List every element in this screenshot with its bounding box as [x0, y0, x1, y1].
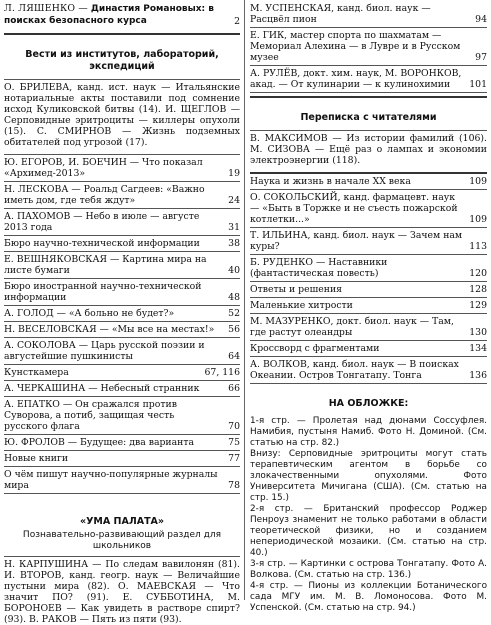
toc-entry[interactable]	[250, 284, 487, 295]
toc-entry[interactable]	[4, 367, 240, 378]
section-heading-perepiska: Переписка с читателями	[300, 112, 437, 123]
toc-list-right-top	[250, 3, 487, 93]
toc-entry[interactable]	[250, 192, 487, 225]
divider	[250, 189, 487, 190]
toc-entry[interactable]	[4, 238, 240, 249]
right-column	[250, 0, 487, 614]
divider	[4, 466, 240, 467]
toc-entry[interactable]	[4, 157, 240, 179]
entry-page: 97	[475, 52, 487, 63]
divider	[4, 33, 240, 35]
divider	[4, 278, 240, 279]
entry-page: 56	[228, 324, 240, 335]
toc-entry[interactable]	[250, 359, 487, 381]
cover-page-4: 4-я стр. — Пионы из коллекции Ботанического сада МГУ им. М. В. Ломоносова. Фото М. Успенской. (См. статью на стр. 94.)	[250, 581, 487, 613]
entry-text: Бюро научно-технической информации	[4, 238, 200, 249]
entry-page: 78	[228, 480, 240, 491]
toc-entry-romanovs[interactable]	[4, 3, 240, 27]
divider	[4, 556, 240, 557]
cover-page-3: 3-я стр. — Картинки с острова Тонгатапу. Фото А. Волкова. (См. статью на стр. 136.)	[250, 559, 487, 580]
entry-text: А. ПАХОМОВ — Небо в июле — августе 2013 года	[4, 211, 200, 233]
toc-entry[interactable]	[250, 3, 487, 25]
divider	[4, 434, 240, 435]
entry-page: 70	[228, 421, 240, 432]
entry-text: Кунсткамера	[4, 367, 69, 378]
entry-page: 120	[469, 268, 487, 279]
entry-page: 67, 116	[204, 367, 240, 378]
cover-page-2: 2-я стр. — Британский профессор Роджер Пенроуз знаменит не только работами в области теоретической физики, но и созданием непериодической мозаики. (См. статью на стр. 40.)	[250, 504, 487, 558]
entry-page: 48	[228, 292, 240, 303]
divider	[250, 340, 487, 341]
entry-page: 40	[228, 265, 240, 276]
left-column	[4, 0, 240, 625]
toc-entry[interactable]	[250, 300, 487, 311]
entry-title: Династия Романовых: в поисках безопасного курса	[4, 4, 214, 26]
section-heading-cover: НА ОБЛОЖКЕ:	[328, 398, 409, 409]
entry-text: Ю. ФРОЛОВ — Будущее: два варианта	[4, 437, 195, 448]
entry-text: Т. ИЛЬИНА, канд. биол. наук — Зачем нам куры?	[250, 230, 463, 252]
entry-page: 24	[228, 195, 240, 206]
toc-entry[interactable]	[4, 399, 240, 432]
divider	[4, 364, 240, 365]
entry-text: М. МАЗУРЕНКО, докт. биол. наук — Там, где растут олеандры	[250, 316, 454, 338]
divider	[250, 227, 487, 228]
entry-text: А. ЧЕРКАШИНА — Небесный странник	[4, 383, 200, 394]
divider	[4, 235, 240, 236]
entry-page: 66	[228, 383, 240, 394]
entry-text: Ответы и решения	[250, 284, 343, 295]
entry-text: Ю. ЕГОРОВ, И. БОЕЧИН — Что показал «Архимед-2013»	[4, 157, 203, 179]
entry-page: 2	[234, 16, 240, 27]
divider	[4, 380, 240, 381]
toc-entry[interactable]	[4, 308, 240, 319]
divider	[4, 396, 240, 397]
perepiska-paragraph: В. МАКСИМОВ — Из истории фамилий (106). М. СИЗОВА — Ещё раз о лампах и экономии электроэнергии (118).	[250, 133, 487, 166]
entry-text: М. УСПЕНСКАЯ, канд. биол. наук — Расцвёл пион	[250, 3, 431, 25]
section-subheading-uma-palata: Познавательно-развивающий раздел для школьников	[22, 530, 222, 551]
entry-author: Л. ЛЯШЕНКО —	[4, 3, 88, 14]
entry-text: Бюро иностранной научно-технической информации	[4, 281, 202, 303]
divider	[4, 251, 240, 252]
entry-text: А. СОКОЛОВА — Царь русской поэзии и августейшие пушкинисты	[4, 340, 205, 362]
column-divider	[244, 0, 245, 600]
divider	[250, 27, 487, 28]
divider	[250, 92, 487, 93]
cover-page-1-bottom: Внизу: Серповидные эритроциты могут стать терапевтическим агентом в борьбе со злокачественными опухолями. Фото Университета Мичигана (США). (См. статью на стр. 15.)	[250, 449, 487, 503]
toc-entry[interactable]	[250, 257, 487, 279]
divider	[250, 356, 487, 357]
toc-entry[interactable]	[4, 469, 240, 491]
entry-text: А. ВОЛКОВ, канд. биол. наук — В поисках Океании. Остров Тонгатапу. Тонга	[250, 359, 459, 381]
entry-page: 129	[469, 300, 487, 311]
toc-entry[interactable]	[4, 340, 240, 362]
toc-entry[interactable]	[250, 176, 487, 187]
entry-text: А. ГОЛОД — «А больно не будет?»	[4, 308, 175, 319]
divider	[4, 450, 240, 451]
toc-entry[interactable]	[4, 281, 240, 303]
entry-page: 130	[469, 327, 487, 338]
entry-text: Е. ГИК, мастер спорта по шахматам — Мемориал Алехина — в Лувре и в Русском музее	[250, 30, 461, 63]
divider	[250, 383, 487, 384]
entry-page: 38	[228, 238, 240, 249]
entry-text: О. СОКОЛЬСКИЙ, канд. фармацевт. наук — «Быть в Торжке и не съесть пожарской котлетки...»	[250, 192, 458, 225]
toc-entry[interactable]	[4, 211, 240, 233]
entry-text: Е. ВЕШНЯКОВСКАЯ — Картина мира на листе бумаги	[4, 254, 207, 276]
divider	[4, 154, 240, 155]
divider	[250, 313, 487, 314]
divider	[250, 130, 487, 131]
cover-descriptions	[250, 416, 487, 614]
toc-entry[interactable]	[4, 184, 240, 206]
section-heading-vesti: Вести из институтов, лабораторий, экспедиций	[25, 49, 219, 72]
entry-page: 101	[469, 79, 487, 90]
entry-page: 113	[469, 241, 487, 252]
toc-list-left	[4, 157, 240, 494]
divider	[4, 181, 240, 182]
divider	[250, 96, 487, 98]
entry-page: 31	[228, 222, 240, 233]
toc-entry[interactable]	[4, 453, 240, 464]
divider	[4, 337, 240, 338]
entry-text: Н. ВЕСЕЛОВСКАЯ — «Мы все на местах!»	[4, 324, 215, 335]
divider	[4, 79, 240, 80]
entry-page: 64	[228, 351, 240, 362]
toc-entry[interactable]	[4, 254, 240, 276]
entry-page: 52	[228, 308, 240, 319]
toc-entry[interactable]	[250, 316, 487, 338]
entry-text: Кроссворд с фрагментами	[250, 343, 380, 354]
entry-page: 75	[228, 437, 240, 448]
entry-text: Маленькие хитрости	[250, 300, 353, 311]
toc-list-right	[250, 176, 487, 384]
entry-page: 19	[228, 168, 240, 179]
divider	[250, 172, 487, 174]
divider	[250, 281, 487, 282]
entry-page: 77	[228, 453, 240, 464]
entry-text: Б. РУДЕНКО — Наставники (фантастическая повесть)	[250, 257, 388, 279]
divider	[4, 321, 240, 322]
entry-page: 134	[469, 343, 487, 354]
entry-text: О чём пишут научно-популярные журналы мира	[4, 469, 218, 491]
entry-page: 128	[469, 284, 487, 295]
section-heading-uma-palata: «УМА ПАЛАТА»	[79, 516, 165, 527]
divider	[250, 65, 487, 66]
toc-entry[interactable]	[250, 68, 487, 90]
entry-text: Новые книги	[4, 453, 69, 464]
entry-text: А. РУЛЁВ, докт. хим. наук, М. ВОРОНКОВ, акад. — От кулинарии — к кулинохимии	[250, 68, 462, 90]
entry-page: 109	[469, 176, 487, 187]
toc-entry[interactable]	[250, 343, 487, 354]
toc-entry[interactable]	[4, 437, 240, 448]
entry-page: 136	[469, 370, 487, 381]
uma-paragraph: Н. КАРПУШИНА — По следам вавилонян (81). И. ВТОРОВ, канд. геогр. наук — Величайшие пустыни мира (82). О. МАЕВСКАЯ — Что значит ПО? (91). Е. СУББОТИНА, М. БОРОНОЕВ — Как увидеть в растворе спирт? (93). В. РАКОВ — Пять из пяти (93).	[4, 559, 240, 625]
cover-page-1: 1-я стр. — Пролетая над дюнами Соссуфлея. Намибия, пустыня Намиб. Фото Н. Доминой. (См. статью на стр. 82.)	[250, 416, 487, 448]
entry-page: 94	[475, 14, 487, 25]
divider	[4, 493, 240, 494]
toc-entry[interactable]	[4, 324, 240, 335]
divider	[250, 254, 487, 255]
entry-text: Н. ЛЕСКОВА — Роальд Сагдеев: «Важно иметь дом, где тебя ждут»	[4, 184, 205, 206]
toc-entry[interactable]	[4, 383, 240, 394]
toc-entry[interactable]	[250, 230, 487, 252]
entry-text: А. ЕПАТКО — Он сражался против Суворова, а потиб, защищая честь русского флага	[4, 399, 177, 432]
entry-text: Наука и жизнь в начале ХХ века	[250, 176, 411, 187]
entry-page: 109	[469, 214, 487, 225]
divider	[250, 297, 487, 298]
toc-entry[interactable]	[250, 30, 487, 63]
vesti-paragraph: О. БРИЛЕВА, канд. ист. наук — Итальянские нотариальные акты поставили под сомнение исход Куликовской битвы (14). И. ЩЕГЛОВ — Серповидные эритроциты — киллеры опухоли (15). С. СМИРНОВ — Жизнь подземных обитателей под угрозой (17).	[4, 82, 240, 148]
divider	[4, 305, 240, 306]
divider	[4, 208, 240, 209]
